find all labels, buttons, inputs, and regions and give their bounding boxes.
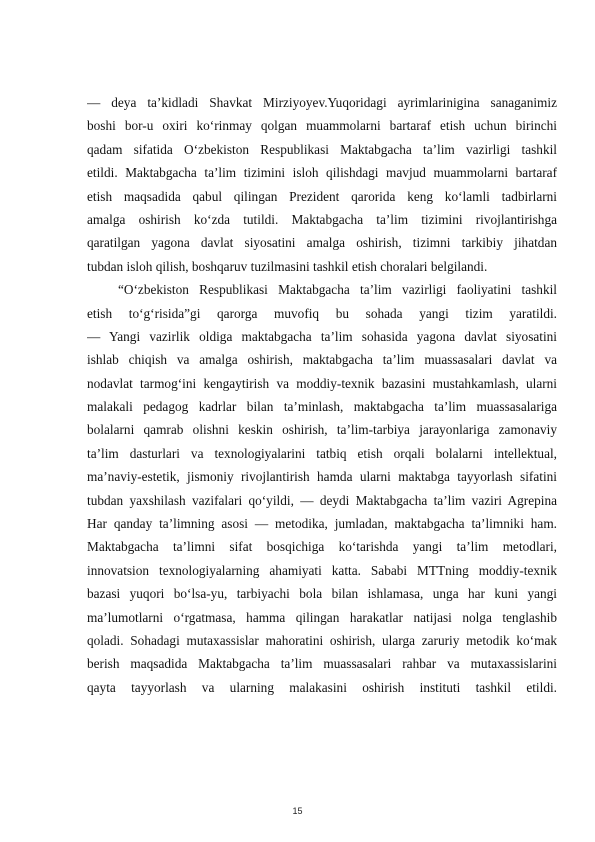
- text-line: qayta tayyorlash va ularning malakasini oshirish instituti tashkil etildi.: [87, 679, 557, 695]
- text-line: boshi bor-u oxiri ko‘rinmay qolgan muammolarni bartaraf etish uchun birinchi: [87, 118, 557, 134]
- text-line: — deya ta’kidladi Shavkat Mirziyoyev.Yuqoridagi ayrimlarinigina sanaganimiz: [87, 95, 557, 110]
- text-line: malakali pedagog kadrlar bilan ta’minlash, maktabgacha ta’lim muassasalariga: [87, 399, 557, 415]
- text-line: ma’lumotlarni o‘rgatmasa, hamma qilingan harakatlar natijasi nolga tenglashib: [87, 609, 557, 625]
- text-line: tubdan isloh qilish, boshqaruv tuzilmasini tashkil etish choralari belgilandi.: [87, 258, 488, 274]
- text-line: qadam sifatida O‘zbekiston Respublikasi Maktabgacha ta’lim vazirligi tashkil: [87, 141, 557, 157]
- text-line: ta’lim dasturlari va texnologiyalarini tatbiq etish orqali bolalarni intellektual,: [87, 445, 557, 461]
- text-line: innovatsion texnologiyalarning ahamiyati katta. Sababi MTTning moddiy-texnik: [87, 562, 557, 578]
- text-line: “O‘zbekiston Respublikasi Maktabgacha ta’lim vazirligi faoliyatini tashkil: [118, 282, 557, 298]
- text-line: qaratilgan yagona davlat siyosatini amalga oshirish, tizimni tarkibiy jihatdan: [87, 235, 557, 251]
- text-line: ishlab chiqish va amalga oshirish, maktabgacha ta’lim muassasalari davlat va: [87, 352, 557, 368]
- text-line: bolalarni qamrab olishni keskin oshirish, ta’lim-tarbiya jarayonlariga zamonaviy: [87, 422, 557, 438]
- text-line: amalga oshirish ko‘zda tutildi. Maktabgacha ta’lim tizimini rivojlantirishga: [87, 211, 557, 227]
- text-line: Har qanday ta’limning asosi — metodika, jumladan, maktabgacha ta’limniki ham.: [87, 516, 557, 532]
- text-line: etish to‘g‘risida”gi qarorga muvofiq bu sohada yangi tizim yaratildi.: [87, 305, 557, 321]
- text-line: etildi. Maktabgacha ta’lim tizimini isloh qilishdagi mavjud muammolarni bartaraf: [87, 165, 557, 181]
- text-line: etish maqsadida qabul qilingan Prezident qarorida keng ko‘lamli tadbirlarni: [87, 188, 557, 204]
- text-line: tubdan yaxshilash vazifalari qo‘yildi, — deydi Maktabgacha ta’lim vaziri Agrepina: [87, 492, 557, 508]
- text-line: bazasi yuqori bo‘lsa-yu, tarbiyachi bola bilan ishlamasa, unga har kuni yangi: [87, 586, 557, 602]
- text-line: — Yangi vazirlik oldiga maktabgacha ta’lim sohasida yagona davlat siyosatini: [87, 328, 557, 344]
- text-line: berish maqsadida Maktabgacha ta’lim muassasalari rahbar va mutaxassislarini: [87, 656, 557, 672]
- body-text: [87, 91, 557, 699]
- text-line: qoladi. Sohadagi mutaxassislar mahoratini oshirish, ularga zaruriy metodik ko‘mak: [87, 632, 557, 648]
- text-line: nodavlat tarmog‘ini kengaytirish va moddiy-texnik bazasini mustahkamlash, ularni: [87, 375, 557, 391]
- page-number: 15: [292, 806, 303, 816]
- text-line: ma’naviy-estetik, jismoniy rivojlantirish hamda ularni maktabga tayyorlash sifatini: [87, 469, 557, 485]
- text-line: Maktabgacha ta’limni sifat bosqichiga ko‘tarishda yangi ta’lim metodlari,: [87, 539, 557, 555]
